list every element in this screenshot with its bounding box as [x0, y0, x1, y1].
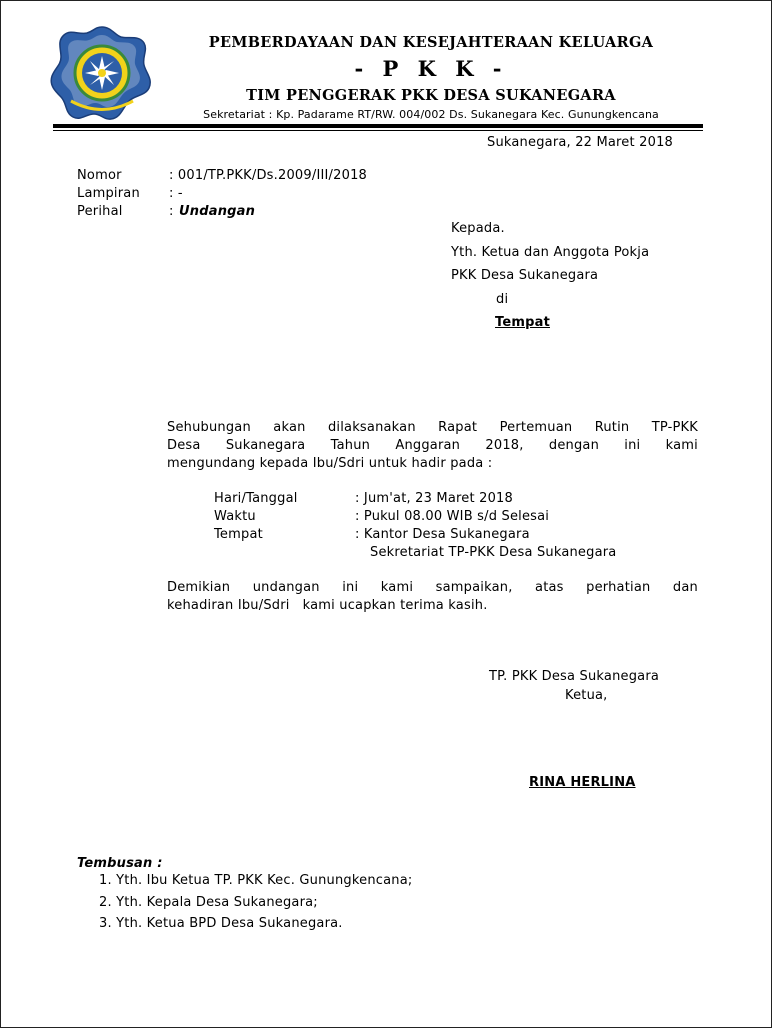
intro-line3: mengundang kepada Ibu/Sdri untuk hadir pada : — [167, 456, 493, 471]
header-divider-thick — [53, 124, 703, 128]
perihal-colon: : — [169, 204, 174, 219]
tembusan-item: 1. Yth. Ibu Ketua TP. PKK Kec. Gunungkencana; — [99, 873, 413, 888]
header-team-line: TIM PENGGERAK PKK DESA SUKANEGARA — [246, 87, 616, 104]
header-org-line: PEMBERDAYAAN DAN KESEJAHTERAAN KELUARGA — [208, 34, 654, 51]
tempat-label: Tempat — [214, 527, 263, 542]
closing-line1: Demikian undangan ini kami sampaikan, atas perhatian dan — [167, 580, 698, 595]
tembusan-item: 2. Yth. Kepala Desa Sukanegara; — [99, 894, 318, 910]
pkk-emblem-icon — [49, 23, 155, 123]
tempat-value: : Kantor Desa Sukanegara — [355, 527, 530, 542]
perihal-label: Perihal — [77, 204, 123, 219]
signature-role: Ketua, — [565, 688, 608, 703]
signature-org: TP. PKK Desa Sukanegara — [489, 669, 660, 684]
intro-line2: Desa Sukanegara Tahun Anggaran 2018, dengan ini kami — [167, 438, 698, 453]
recipient-line1: Kepada. — [451, 221, 505, 236]
hari-label: Hari/Tanggal — [214, 491, 298, 506]
recipient-line4: di — [496, 292, 509, 307]
tembusan-list — [77, 873, 412, 938]
closing-line2: kehadiran Ibu/Sdri kami ucapkan terima kasih. — [167, 598, 488, 613]
header-acronym: - P K K - — [354, 56, 508, 81]
signature-name: RINA HERLINA — [529, 775, 636, 790]
lampiran-label: Lampiran — [77, 186, 140, 201]
tempat-value-line2: Sekretariat TP-PKK Desa Sukanegara — [370, 545, 617, 560]
nomor-value: : 001/TP.PKK/Ds.2009/III/2018 — [169, 168, 368, 183]
hari-value: : Jum'at, 23 Maret 2018 — [355, 491, 513, 506]
tembusan-title: Tembusan : — [77, 856, 163, 871]
lampiran-value: : - — [169, 186, 183, 201]
tembusan-item: 3. Yth. Ketua BPD Desa Sukanegara. — [99, 916, 343, 931]
waktu-label: Waktu — [214, 509, 256, 524]
recipient-line2: Yth. Ketua dan Anggota Pokja — [451, 245, 650, 260]
recipient-line3: PKK Desa Sukanegara — [451, 268, 599, 283]
perihal-value: Undangan — [179, 204, 256, 219]
recipient-line5: Tempat — [495, 315, 550, 330]
nomor-label: Nomor — [77, 168, 122, 183]
header-divider-thin — [53, 130, 703, 131]
intro-line1: Sehubungan akan dilaksanakan Rapat Pertemuan Rutin TP-PKK — [167, 420, 698, 435]
waktu-value: : Pukul 08.00 WIB s/d Selesai — [355, 509, 550, 524]
header-secretariat: Sekretariat : Kp. Padarame RT/RW. 004/002 Ds. Sukanegara Kec. Gunungkencana — [203, 108, 659, 121]
letter-date: Sukanegara, 22 Maret 2018 — [487, 135, 674, 150]
